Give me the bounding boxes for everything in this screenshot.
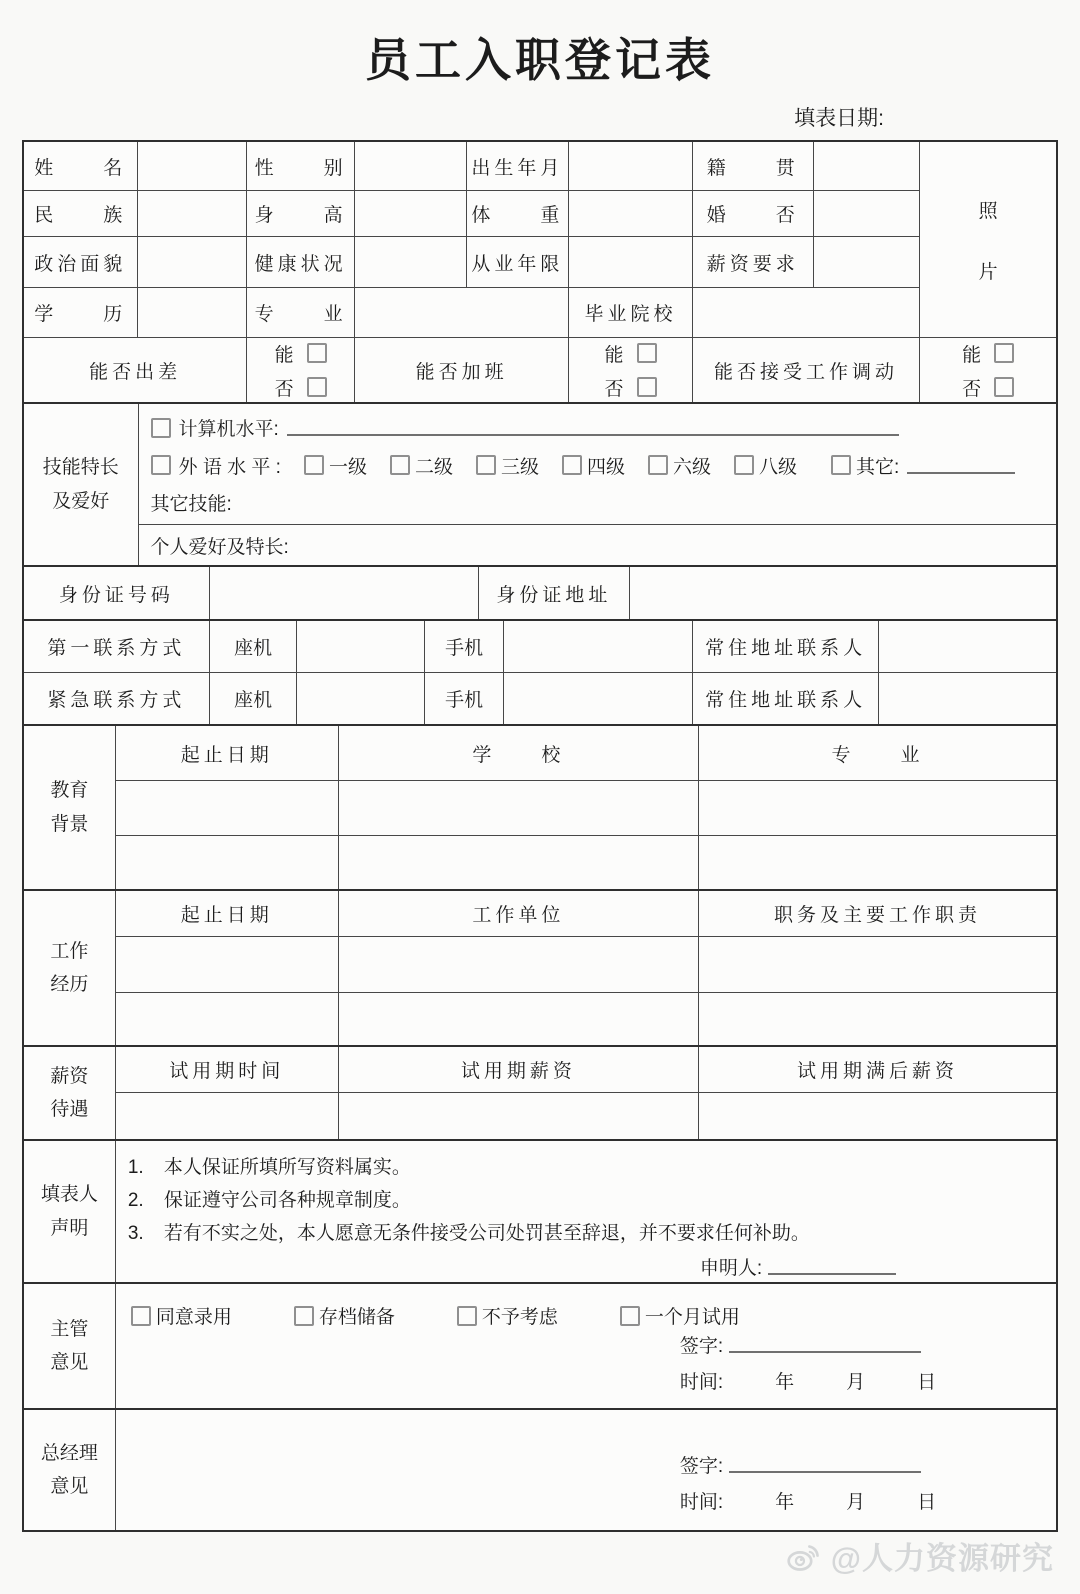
no-label: 否 [604, 378, 624, 400]
declarant-label: 申明人: [699, 1258, 763, 1279]
political-status-label: 政治面貌 [24, 237, 138, 288]
hire-option [131, 1302, 232, 1329]
supervisor-options [128, 1294, 1040, 1329]
manager-section-label [24, 1410, 116, 1530]
can-relocate-no-checkbox[interactable] [994, 377, 1014, 397]
weibo-icon [786, 1538, 822, 1574]
supervisor-month-label: 月 [846, 1372, 866, 1393]
page-title: 员工入职登记表 [365, 34, 715, 86]
yes-label: 能 [604, 344, 624, 366]
graduate-school-value-cell[interactable] [693, 288, 920, 338]
hobbies-cell[interactable] [139, 525, 1056, 565]
declaration-item-1 [128, 1151, 1040, 1184]
work-duties-header: 职务及主要工作职责 [699, 891, 1056, 937]
computer-level-line [151, 414, 1042, 441]
level-4-checkbox[interactable] [562, 455, 582, 475]
work-employer-header: 工作单位 [339, 891, 699, 937]
probation-period-value-cell[interactable] [116, 1093, 339, 1139]
weight-value-cell[interactable] [569, 191, 693, 237]
id-number-label: 身份证号码 [24, 567, 210, 619]
manager-content [116, 1410, 1056, 1530]
major-label: 专 业 [247, 288, 355, 338]
political-status-value-cell[interactable] [138, 237, 248, 288]
reject-label: 不予考虑 [481, 1307, 558, 1328]
declaration-section-label [24, 1141, 116, 1282]
photo-label-line1: 照 [978, 200, 998, 222]
skills-section-label [24, 404, 139, 565]
level-3-checkbox[interactable] [476, 455, 496, 475]
marital-status-value-cell[interactable] [814, 191, 921, 237]
supervisor-section-label [24, 1284, 116, 1408]
level-8-checkbox[interactable] [734, 455, 754, 475]
can-relocate-label: 能否接受工作调动 [693, 338, 920, 402]
identity-section [24, 565, 1056, 619]
yes-label: 能 [274, 344, 294, 366]
manager-time-label: 时间: [679, 1492, 724, 1513]
skills-section [24, 402, 1056, 565]
declaration-label-line1: 填表人 [40, 1184, 98, 1206]
height-value-cell[interactable] [355, 191, 467, 237]
birth-date-label: 出生年月 [467, 142, 570, 191]
supervisor-opinion-section [24, 1282, 1056, 1408]
emergency-landline-label: 座机 [210, 673, 298, 724]
archive-option [294, 1302, 395, 1329]
first-landline-value-cell[interactable] [297, 621, 425, 673]
can-overtime-no-checkbox[interactable] [637, 377, 657, 397]
education-school-header: 学 校 [339, 726, 699, 781]
level-2-option [390, 452, 453, 479]
one-month-trial-label: 一个月试用 [644, 1307, 740, 1328]
watermark [786, 1533, 1054, 1578]
declarant-line [128, 1253, 1040, 1280]
education-label-line1: 教育 [50, 780, 89, 802]
salary-requirement-value-cell[interactable] [814, 237, 921, 288]
first-landline-label: 座机 [210, 621, 298, 673]
height-label: 身 高 [247, 191, 355, 237]
computer-level-label: 计算机水平: [178, 419, 279, 440]
gender-value-cell[interactable] [355, 142, 467, 191]
first-resident-contact-value-cell[interactable] [879, 621, 1056, 673]
work-row1-employer-cell[interactable] [339, 937, 699, 993]
education-level-label: 学 历 [24, 288, 138, 338]
work-label-line1: 工作 [50, 940, 89, 962]
level-2-checkbox[interactable] [390, 455, 410, 475]
first-contact-label: 第一联系方式 [24, 621, 210, 673]
work-row2-dates-cell[interactable] [116, 993, 339, 1045]
foreign-language-checkbox[interactable] [151, 455, 171, 475]
emergency-contact-label: 紧急联系方式 [24, 673, 210, 724]
probation-salary-header: 试用期薪资 [339, 1047, 699, 1093]
work-label-line2: 经历 [50, 974, 89, 995]
first-mobile-value-cell[interactable] [504, 621, 693, 673]
education-row2-major-cell[interactable] [699, 836, 1056, 889]
manager-year-label: 年 [775, 1492, 795, 1513]
education-section [24, 724, 1056, 889]
emergency-resident-contact-label: 常住地址联系人 [693, 673, 880, 724]
education-label-line2: 背景 [50, 813, 89, 835]
education-level-value-cell[interactable] [138, 288, 248, 338]
name-label: 姓 名 [24, 142, 138, 191]
form-table [22, 140, 1058, 1532]
education-section-label [24, 726, 116, 889]
can-overtime-checkbox-cell [569, 338, 693, 402]
supervisor-sign-line [128, 1331, 1040, 1358]
manager-day-label: 日 [917, 1492, 937, 1513]
level-1-option [304, 452, 367, 479]
level-2-label: 二级 [414, 456, 453, 478]
weight-label: 体 重 [467, 191, 570, 237]
one-month-trial-checkbox[interactable] [620, 1306, 640, 1326]
skills-label-line2: 及爱好 [52, 490, 110, 512]
emergency-resident-contact-value-cell[interactable] [879, 673, 1056, 724]
ethnicity-label: 民 族 [24, 191, 138, 237]
education-row2-dates-cell[interactable] [116, 836, 339, 889]
salary-label-line1: 薪资 [50, 1065, 89, 1087]
declaration-item-1-text: 本人保证所填所写资料属实。 [163, 1157, 411, 1178]
declaration-item-3-text: 若有不实之处，本人愿意无条件接受公司处罚甚至辞退，并不要求任何补助。 [163, 1223, 810, 1244]
probation-salary-value-cell[interactable] [339, 1093, 699, 1139]
work-row2-duties-cell[interactable] [699, 993, 1056, 1045]
ethnicity-value-cell[interactable] [138, 191, 248, 237]
work-row1-dates-cell[interactable] [116, 937, 339, 993]
id-address-label: 身份证地址 [479, 567, 630, 619]
declaration-item-3-number: 3. [127, 1223, 144, 1244]
work-section-label [24, 891, 116, 1045]
fill-date-label: 填表日期: [794, 107, 884, 130]
hobbies-label: 个人爱好及特长: [150, 536, 289, 558]
other-level-option [831, 452, 899, 479]
other-skills-line [151, 489, 1042, 516]
experience-years-value-cell[interactable] [569, 237, 693, 288]
manager-opinion-section [24, 1408, 1056, 1530]
can-overtime-label: 能否加班 [355, 338, 569, 402]
supervisor-year-label: 年 [775, 1372, 795, 1393]
contacts-section [24, 619, 1056, 724]
declaration-label-line2: 声明 [50, 1217, 89, 1239]
can-relocate-checkbox-cell [920, 338, 1056, 402]
computer-level-checkbox[interactable] [151, 418, 171, 438]
education-dates-header: 起止日期 [116, 726, 339, 781]
emergency-landline-value-cell[interactable] [297, 673, 425, 724]
manager-month-label: 月 [846, 1492, 866, 1513]
level-3-label: 三级 [500, 456, 539, 478]
id-number-value-cell[interactable] [210, 567, 479, 619]
salary-label-line2: 待遇 [50, 1099, 89, 1120]
no-label: 否 [274, 378, 294, 400]
skills-label-line1: 技能特长 [42, 457, 119, 479]
salary-requirement-label: 薪资要求 [693, 237, 814, 288]
one-month-trial-option [620, 1302, 740, 1329]
supervisor-content [116, 1284, 1056, 1408]
supervisor-day-label: 日 [917, 1372, 937, 1393]
supervisor-time-label: 时间: [679, 1372, 724, 1393]
other-level-label: 其它: [856, 456, 900, 478]
native-place-label: 籍 贯 [693, 142, 814, 191]
manager-signature-blank[interactable] [729, 1456, 921, 1473]
basic-info-section [24, 142, 1056, 402]
level-1-label: 一级 [328, 456, 367, 478]
birth-date-value-cell[interactable] [569, 142, 693, 191]
marital-status-label: 婚 否 [693, 191, 814, 237]
supervisor-time-line [128, 1367, 1040, 1394]
id-address-value-cell[interactable] [630, 567, 1056, 619]
first-mobile-label: 手机 [425, 621, 503, 673]
education-row1-dates-cell[interactable] [116, 781, 339, 836]
archive-label: 存档储备 [318, 1307, 395, 1328]
computer-level-blank[interactable] [287, 419, 899, 436]
foreign-language-line [151, 452, 1042, 479]
reject-checkbox[interactable] [457, 1306, 477, 1326]
supervisor-label-line1: 主管 [50, 1318, 89, 1340]
hire-label: 同意录用 [155, 1307, 232, 1328]
declaration-item-2 [128, 1184, 1040, 1217]
manager-sign-line [128, 1451, 1040, 1478]
declaration-item-3 [128, 1217, 1040, 1250]
manager-label-line2: 意见 [50, 1476, 89, 1497]
other-level-blank[interactable] [907, 457, 1015, 474]
work-experience-section [24, 889, 1056, 1045]
work-row2-employer-cell[interactable] [339, 993, 699, 1045]
post-probation-salary-value-cell[interactable] [699, 1093, 1056, 1139]
watermark-text: @人力资源研究 [830, 1541, 1054, 1576]
experience-years-label: 从业年限 [467, 237, 570, 288]
level-8-option [734, 452, 797, 479]
yes-label: 能 [962, 344, 982, 366]
can-travel-yes-checkbox[interactable] [307, 343, 327, 363]
education-row1-major-cell[interactable] [699, 781, 1056, 836]
major-value-cell[interactable] [355, 288, 569, 338]
post-probation-salary-header: 试用期满后薪资 [699, 1047, 1056, 1093]
supervisor-sign-label: 签字: [679, 1336, 724, 1357]
reject-option [457, 1302, 558, 1329]
education-major-header: 专 业 [699, 726, 1056, 781]
skills-main-cell [139, 404, 1056, 525]
emergency-mobile-label: 手机 [425, 673, 503, 724]
work-row1-duties-cell[interactable] [699, 937, 1056, 993]
level-3-option [476, 452, 539, 479]
declaration-item-2-text: 保证遵守公司各种规章制度。 [163, 1190, 411, 1211]
archive-checkbox[interactable] [294, 1306, 314, 1326]
can-travel-checkbox-cell [247, 338, 355, 402]
level-1-checkbox[interactable] [304, 455, 324, 475]
education-row2-school-cell[interactable] [339, 836, 699, 889]
level-6-option [648, 452, 711, 479]
work-dates-header: 起止日期 [116, 891, 339, 937]
supervisor-label-line2: 意见 [50, 1352, 89, 1373]
level-6-label: 六级 [673, 456, 712, 478]
salary-section-label [24, 1047, 116, 1139]
name-value-cell[interactable] [138, 142, 248, 191]
hire-checkbox[interactable] [131, 1306, 151, 1326]
no-label: 否 [962, 378, 982, 400]
declaration-section [24, 1139, 1056, 1282]
other-level-checkbox[interactable] [831, 455, 851, 475]
declaration-item-1-number: 1. [127, 1157, 144, 1178]
salary-section [24, 1045, 1056, 1139]
other-skills-label: 其它技能: [150, 494, 232, 515]
first-resident-contact-label: 常住地址联系人 [693, 621, 880, 673]
photo-cell [920, 142, 1056, 338]
declaration-content [116, 1141, 1056, 1282]
graduate-school-label: 毕业院校 [569, 288, 693, 338]
gender-label: 性 别 [247, 142, 355, 191]
declarant-signature-blank[interactable] [768, 1258, 896, 1275]
can-relocate-yes-checkbox[interactable] [994, 343, 1014, 363]
can-travel-label: 能否出差 [24, 338, 247, 402]
level-8-label: 八级 [759, 456, 798, 478]
supervisor-signature-blank[interactable] [729, 1336, 921, 1353]
health-status-label: 健康状况 [247, 237, 355, 288]
native-place-value-cell[interactable] [814, 142, 921, 191]
can-travel-no-checkbox[interactable] [307, 377, 327, 397]
level-4-option [562, 452, 625, 479]
emergency-mobile-value-cell[interactable] [504, 673, 693, 724]
probation-period-header: 试用期时间 [116, 1047, 339, 1093]
photo-label-line2: 片 [978, 261, 998, 283]
education-row1-school-cell[interactable] [339, 781, 699, 836]
manager-sign-label: 签字: [679, 1456, 724, 1477]
foreign-language-label: 外 语 水 平 : [178, 456, 281, 478]
level-6-checkbox[interactable] [648, 455, 668, 475]
manager-label-line1: 总经理 [40, 1442, 98, 1464]
can-overtime-yes-checkbox[interactable] [637, 343, 657, 363]
level-4-label: 四级 [587, 456, 626, 478]
declaration-item-2-number: 2. [127, 1190, 144, 1211]
health-status-value-cell[interactable] [355, 237, 467, 288]
manager-time-line [128, 1487, 1040, 1514]
